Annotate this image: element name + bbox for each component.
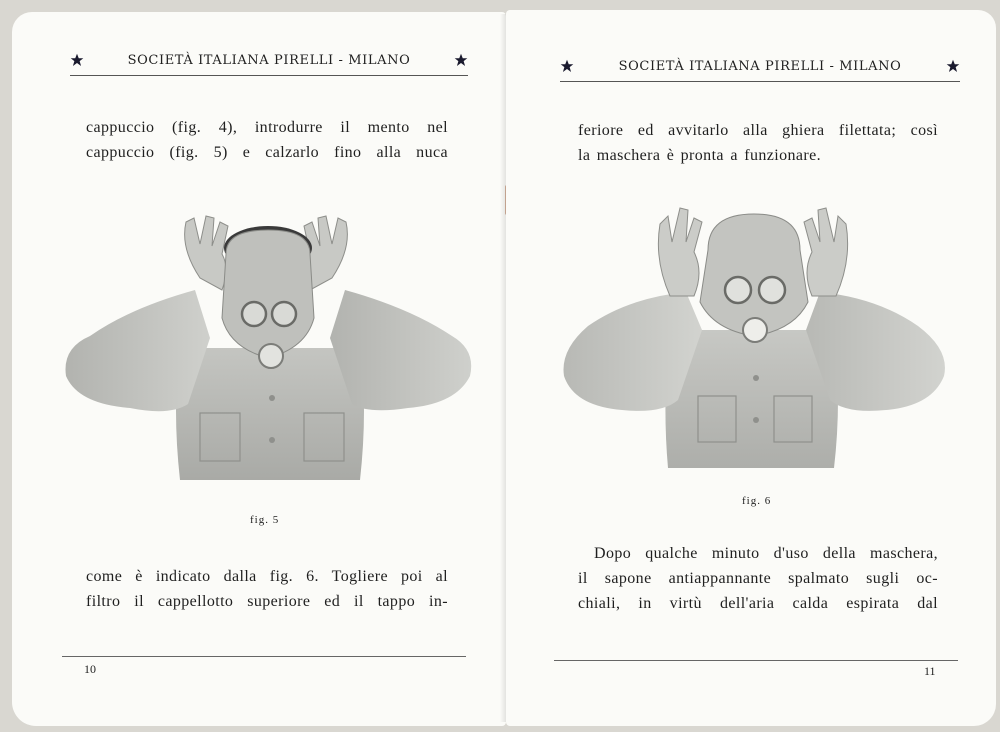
text-line: cappuccio (fig. 4), introdurre il mento nel bbox=[86, 119, 448, 136]
star-icon bbox=[454, 53, 468, 67]
figure-6-photo bbox=[558, 200, 950, 472]
figure-5-photo bbox=[60, 208, 472, 480]
footer-rule bbox=[554, 660, 958, 661]
text-line: il sapone antiappannante spalmato sugli oc- bbox=[578, 570, 938, 587]
running-header-right bbox=[560, 56, 960, 76]
header-rule bbox=[70, 75, 468, 76]
left-page bbox=[12, 12, 506, 726]
star-icon bbox=[560, 59, 574, 73]
footer-rule bbox=[62, 656, 466, 657]
text-line: come è indicato dalla fig. 6. Togliere poi al bbox=[86, 568, 448, 585]
figure-caption: fig. 5 bbox=[250, 514, 280, 526]
figure-caption: fig. 6 bbox=[742, 495, 772, 507]
right-page bbox=[506, 10, 996, 726]
running-header-left bbox=[70, 50, 468, 70]
page-number: 11 bbox=[924, 664, 936, 678]
header-title: SOCIETÀ ITALIANA PIRELLI - MILANO bbox=[618, 58, 902, 74]
page-number: 10 bbox=[84, 662, 96, 676]
text-line: filtro il cappellotto superiore ed il tappo in- bbox=[86, 593, 448, 610]
header-rule bbox=[560, 81, 960, 82]
star-icon bbox=[946, 59, 960, 73]
body-text-top bbox=[86, 115, 448, 165]
text-line: cappuccio (fig. 5) e calzarlo fino alla nuca bbox=[86, 144, 448, 161]
text-line: chiali, in virtù dell'aria calda espirata dal bbox=[578, 595, 938, 612]
header-title: SOCIETÀ ITALIANA PIRELLI - MILANO bbox=[127, 52, 411, 68]
star-icon bbox=[70, 53, 84, 67]
body-text-bottom bbox=[86, 564, 448, 614]
text-line: feriore ed avvitarlo alla ghiera filettata; così bbox=[578, 122, 938, 139]
body-text-bottom bbox=[578, 541, 938, 616]
text-line: la maschera è pronta a funzionare. bbox=[578, 147, 822, 164]
text-line: Dopo qualche minuto d'uso della maschera, bbox=[594, 545, 938, 562]
body-text-top bbox=[578, 118, 938, 168]
